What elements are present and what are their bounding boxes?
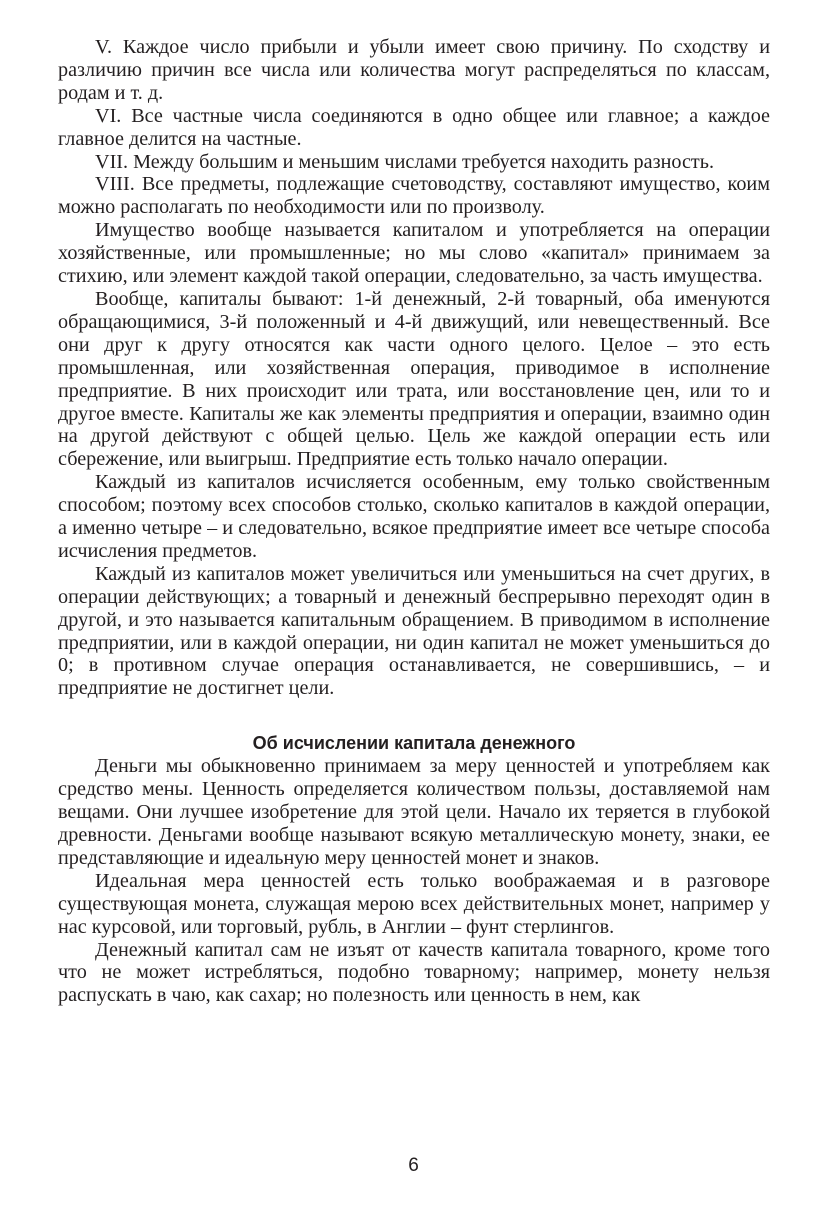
paragraph-capital-types: Вообще, капиталы бывают: 1-й денежный, 2-й товарный, оба именуются обращающимися, 3-й положенный и 4-й движущий, или невещественный. Все они друг к другу относятся как части одного целого. Целое – это есть промышленная, или хозяйственная операция, приводимое в исполнение предприятие. В них происходит или трата, или восстановление цен, или то и другое вместе. Капиталы же как элементы предприятия и операции, взаимно один на другой действуют с общей целью. Цель же каждой операции есть или сбережение, или выигрыш. Предприятие есть только начало операции. <box>58 287 770 471</box>
section-heading: Об исчислении капитала денежного <box>252 733 576 754</box>
paragraph-rule-v: V. Каждое число прибыли и убыли имеет свою причину. По сходству и различию причин все числа или количества могут распределяться по классам, родам и т. д. <box>58 36 770 104</box>
paragraph-rule-vii: VII. Между большим и меньшим числами требуется находить разность. <box>95 150 714 173</box>
page-body <box>58 36 770 1007</box>
paragraph-rule-viii: VIII. Все предметы, подлежащие счетоводству, составляют имущество, коим можно располагать по необходимости или по произволу. <box>58 173 770 219</box>
page-number: 6 <box>408 1155 419 1176</box>
paragraph-money-definition: Деньги мы обыкновенно принимаем за меру ценностей и употребляем как средство мены. Ценность определяется количеством пользы, доставляемой нам вещами. Они лучшее изобретение для этой цели. Начало их теряется в глубокой древности. Деньгами вообще называют всякую металлическую монету, знаки, ее представляющие и идеальную меру ценностей монет и знаков. <box>58 755 770 869</box>
paragraph-calculation-methods: Каждый из капиталов исчисляется особенным, ему только свойственным способом; поэтому всех способов столько, сколько капиталов в каждой операции, а именно четыре – и следовательно, всякое предприятие имеет все четыре способа исчисления предметов. <box>58 471 770 562</box>
paragraph-money-capital: Денежный капитал сам не изъят от качеств капитала товарного, кроме того что не может истребляться, подобно товарному; например, монету нельзя распускать в чаю, как сахар; но полезность или ценность в нем, как <box>58 938 770 1007</box>
paragraph-property-capital: Имущество вообще называется капиталом и употребляется на операции хозяйственные, или промышленные; но мы слово «капитал» принимаем за стихию, или элемент каждой такой операции, следовательно, за часть имущества. <box>58 219 770 288</box>
paragraph-ideal-measure: Идеальная мера ценностей есть только воображаемая и в разговоре существующая монета, служащая мерою всех действительных монет, например у нас курсовой, или торговый, рубль, в Англии – фунт стерлингов. <box>58 869 770 938</box>
paragraph-rule-vi: VI. Все частные числа соединяются в одно общее или главное; а каждое главное делится на частные. <box>58 104 770 150</box>
paragraph-capital-circulation: Каждый из капиталов может увеличиться или уменьшиться на счет других, в операции действующих; а товарный и денежный беспрерывно переходят один в другой, и это называется капитальным обращением. В приводимом в исполнение предприятии, или в каждой операции, ни один капитал не может уменьшиться до 0; в противном случае операция останавливается, не совершившись, – и предприятие не достигнет цели. <box>58 562 770 700</box>
